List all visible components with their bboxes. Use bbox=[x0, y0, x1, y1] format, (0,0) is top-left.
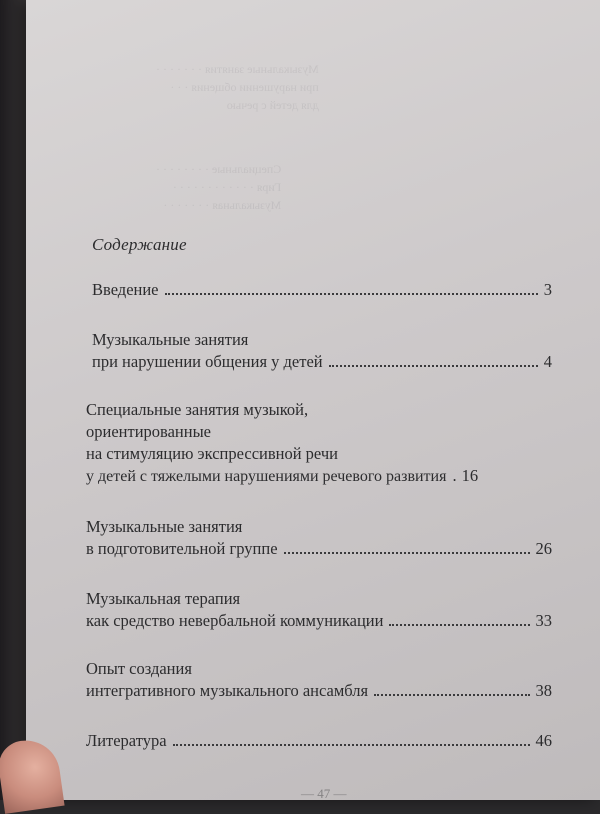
toc-entry-music-therapy bbox=[62, 588, 552, 632]
page-number-footer: — 47 — bbox=[301, 786, 347, 801]
toc-leader-dots bbox=[329, 365, 538, 367]
toc-entry-text: Опыт создания bbox=[86, 659, 192, 678]
toc-entry-special-music bbox=[62, 399, 552, 488]
toc-entry-ensemble bbox=[62, 658, 552, 702]
toc-entry-text: при нарушении общения у детей bbox=[92, 352, 323, 371]
toc-page-number: 3 bbox=[543, 280, 552, 299]
toc-leader-dot: . bbox=[452, 466, 457, 485]
toc-page-number: 26 bbox=[535, 539, 552, 558]
toc-entry-text: у детей с тяжелыми нарушениями речевого развития bbox=[86, 468, 447, 485]
toc-leader-dots bbox=[173, 744, 530, 746]
toc-title: Содержание bbox=[92, 235, 187, 254]
toc-entry-text: как средство невербальной коммуникации bbox=[86, 611, 384, 630]
toc-leader-dots bbox=[284, 552, 530, 554]
toc-page-number: 4 bbox=[543, 352, 552, 371]
bleed-through-text: Музыкальные занятия · · · · · · · при нарушении общения · · · для детей с речью bbox=[156, 62, 319, 112]
toc-entry-literature bbox=[62, 730, 552, 752]
toc-leader-dots bbox=[374, 694, 529, 696]
toc-page-number: 38 bbox=[535, 681, 552, 700]
toc-entry-text: Введение bbox=[92, 280, 159, 299]
toc-entry-communication bbox=[62, 329, 552, 373]
toc-entry-introduction bbox=[62, 279, 552, 301]
toc-entry-text: Литература bbox=[86, 731, 167, 750]
toc-entry-text: Специальные занятия музыкой, bbox=[86, 400, 309, 419]
toc-entry-text: ориентированные bbox=[86, 422, 211, 441]
toc-entry-text: Музыкальные занятия bbox=[92, 330, 249, 349]
toc-page-number: 16 bbox=[461, 466, 479, 485]
table-of-contents bbox=[62, 235, 552, 770]
toc-entry-text: на стимуляцию экспрессивной речи bbox=[86, 444, 338, 463]
toc-entry-text: Музыкальная терапия bbox=[86, 589, 241, 608]
toc-leader-dots bbox=[165, 293, 538, 295]
bleed-through-text-2: Специальные · · · · · · · · Гиря · · · · · · · · · · · · Музыкальная · · · · · · · bbox=[156, 162, 282, 212]
toc-entry-text: Музыкальные занятия bbox=[86, 517, 243, 536]
toc-leader-dots bbox=[389, 624, 529, 626]
toc-entry-preparatory bbox=[62, 516, 552, 560]
toc-entry-text: в подготовительной группе bbox=[86, 539, 278, 558]
toc-page-number: 33 bbox=[535, 611, 552, 630]
toc-entry-text: интегративного музыкального ансамбля bbox=[86, 681, 369, 700]
toc-page-number: 46 bbox=[535, 731, 552, 750]
